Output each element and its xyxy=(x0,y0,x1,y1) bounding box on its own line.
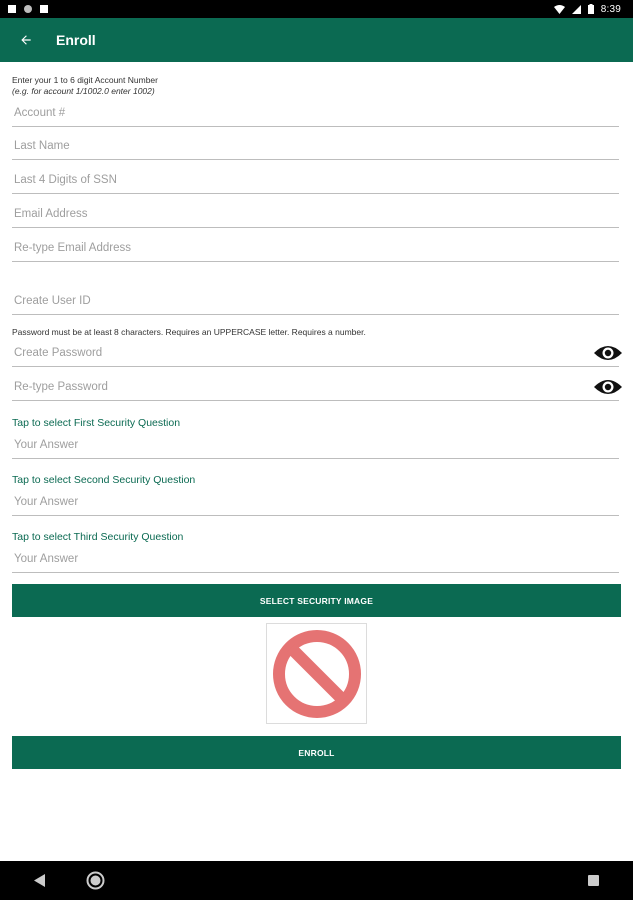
password-hint: Password must be at least 8 characters. Requires an UPPERCASE letter. Requires a number. xyxy=(12,327,366,337)
sync-icon xyxy=(24,5,32,13)
system-nav-bar xyxy=(0,861,633,900)
back-button[interactable] xyxy=(6,18,46,62)
first-security-question-selector[interactable]: Tap to select First Security Question xyxy=(12,417,181,429)
retype-email-field[interactable] xyxy=(12,236,619,262)
nav-recents-icon[interactable] xyxy=(588,875,599,886)
ssn-input[interactable] xyxy=(12,168,619,192)
security-image[interactable] xyxy=(266,623,367,724)
ssn-field[interactable] xyxy=(12,168,619,194)
account-hint xyxy=(12,75,158,97)
retype-password-field[interactable] xyxy=(12,375,619,401)
user-id-input[interactable] xyxy=(12,289,619,313)
create-password-field[interactable] xyxy=(12,341,619,367)
retype-email-input[interactable] xyxy=(12,236,619,260)
account-hint-line1: Enter your 1 to 6 digit Account Number xyxy=(12,75,158,85)
nav-home-icon[interactable] xyxy=(86,871,105,890)
last-name-input[interactable] xyxy=(12,134,619,158)
last-name-field[interactable] xyxy=(12,134,619,160)
no-entry-icon xyxy=(271,628,363,720)
clock: 8:39 xyxy=(600,3,621,15)
create-password-input[interactable] xyxy=(12,341,619,365)
nav-back-icon[interactable] xyxy=(34,874,46,887)
page-title: Enroll xyxy=(56,32,96,48)
account-hint-line2: (e.g. for account 1/1002.0 enter 1002) xyxy=(12,86,155,96)
third-security-question-selector[interactable]: Tap to select Third Security Question xyxy=(12,531,184,543)
account-number-field[interactable] xyxy=(12,101,619,127)
email-input[interactable] xyxy=(12,202,619,226)
third-answer-field[interactable] xyxy=(12,547,619,573)
wifi-icon xyxy=(554,5,565,14)
sd-card-icon xyxy=(40,5,48,13)
notification-icon xyxy=(8,5,16,13)
eye-icon[interactable] xyxy=(593,343,623,363)
user-id-field[interactable] xyxy=(12,289,619,315)
second-answer-input[interactable] xyxy=(12,490,619,514)
battery-icon xyxy=(588,4,594,14)
signal-icon xyxy=(572,5,581,14)
app-bar xyxy=(0,18,633,62)
notification-icons xyxy=(8,5,48,13)
third-answer-input[interactable] xyxy=(12,547,619,571)
retype-password-input[interactable] xyxy=(12,375,619,399)
account-number-input[interactable] xyxy=(12,101,619,125)
email-field[interactable] xyxy=(12,202,619,228)
eye-icon[interactable] xyxy=(593,377,623,397)
second-answer-field[interactable] xyxy=(12,490,619,516)
status-bar xyxy=(0,0,633,18)
arrow-back-icon xyxy=(19,33,33,47)
second-security-question-selector[interactable]: Tap to select Second Security Question xyxy=(12,474,196,486)
enroll-button[interactable]: ENROLL xyxy=(12,736,621,769)
first-answer-input[interactable] xyxy=(12,433,619,457)
first-answer-field[interactable] xyxy=(12,433,619,459)
select-security-image-button[interactable]: SELECT SECURITY IMAGE xyxy=(12,584,621,617)
